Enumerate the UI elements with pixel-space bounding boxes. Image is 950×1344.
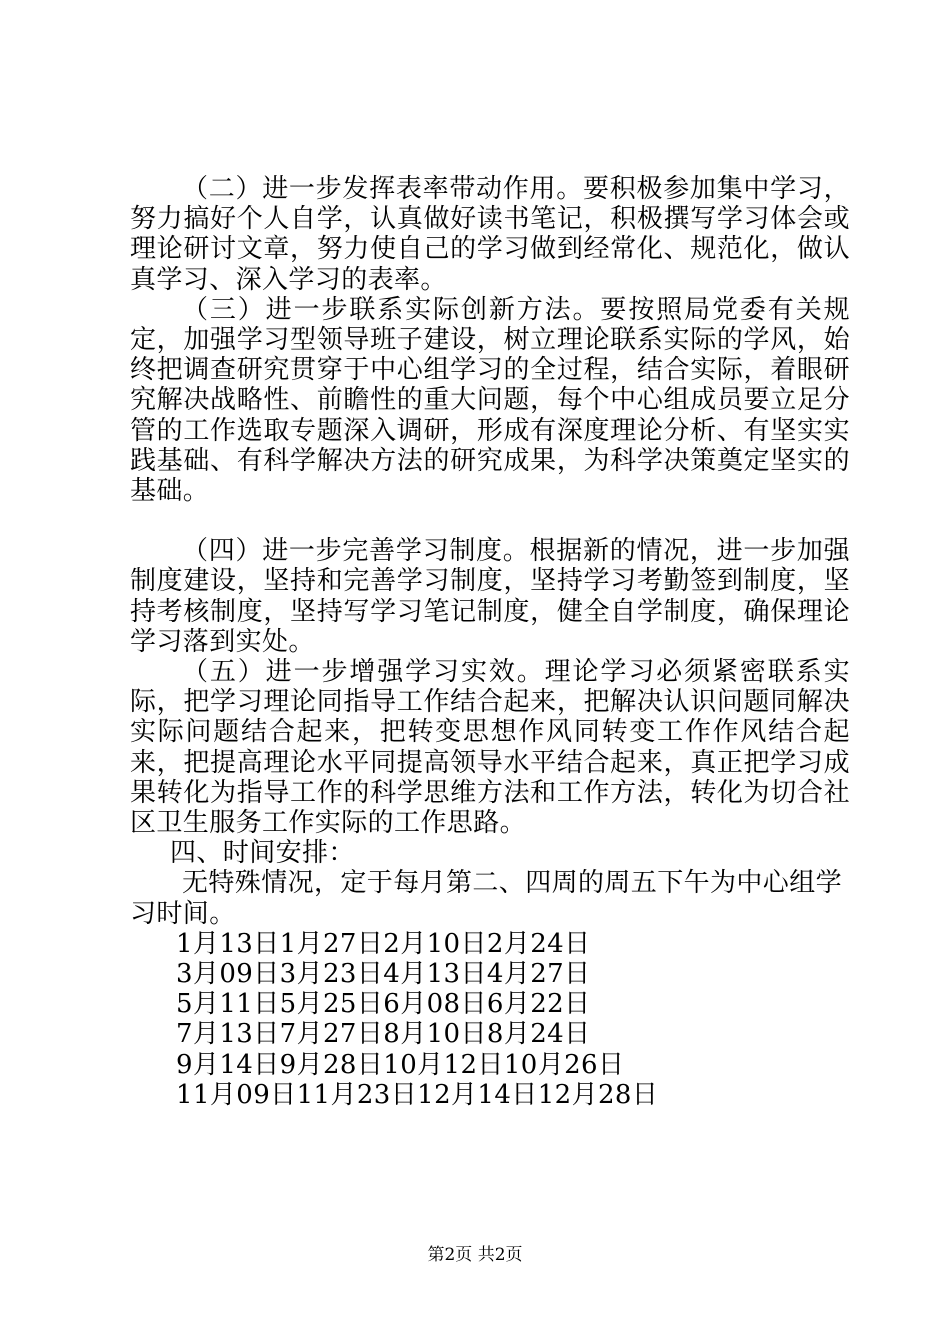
schedule-date-row: 3月09日3月23日4月13日4月27日 <box>176 959 591 990</box>
schedule-date-row: 11月09日11月23日12月14日12月28日 <box>176 1079 659 1110</box>
schedule-date-list <box>130 929 850 1110</box>
paragraph-role-model: （二）进一步发挥表率带动作用。要积极参加集中学习，努力搞好个人自学，认真做好读书笔记，积极撰写学习体会或理论研讨文章，努力使自己的学习做到经常化、规范化，做认真学习、深入学习的表率。 <box>130 174 850 295</box>
paragraph-study-effectiveness: （五）进一步增强学习实效。理论学习必须紧密联系实际，把学习理论同指导工作结合起来，把解决认识问题同解决实际问题结合起来，把转变思想作风同转变工作作风结合起来，把提高理论水平同提高领导水平结合起来，真正把学习成果转化为指导工作的科学思维方法和工作方法，转化为切合社区卫生服务工作实际的工作思路。 <box>130 657 850 839</box>
schedule-date-row: 9月14日9月28日10月12日10月26日 <box>176 1049 625 1080</box>
schedule-intro: 无特殊情况，定于每月第二、四周的周五下午为中心组学习时间。 <box>130 868 843 929</box>
document-body <box>130 174 850 1110</box>
paragraph-practice-innovation: （三）进一步联系实际创新方法。要按照局党委有关规定，加强学习型领导班子建设，树立理论联系实际的学风，始终把调查研究贯穿于中心组学习的全过程，结合实际，着眼研究解决战略性、前瞻性的重大问题，每个中心组成员要立足分管的工作选取专题深入调研，形成有深度理论分析、有坚实实践基础、有科学解决方法的研究成果，为科学决策奠定坚实的基础。 <box>130 294 850 507</box>
page-footer: 第2页 共2页 <box>427 1245 523 1265</box>
paragraph-study-system: （四）进一步完善学习制度。根据新的情况，进一步加强制度建设，坚持和完善学习制度，坚持学习考勤签到制度，坚持考核制度，坚持写学习笔记制度，健全自学制度，确保理论学习落到实处。 <box>130 536 850 657</box>
schedule-date-row: 1月13日1月27日2月10日2月24日 <box>176 928 591 959</box>
schedule-date-row: 5月11日5月25日6月08日6月22日 <box>176 989 591 1020</box>
schedule-date-row: 7月13日7月27日8月10日8月24日 <box>176 1019 591 1050</box>
section-title-schedule: 四、时间安排： <box>170 838 355 869</box>
